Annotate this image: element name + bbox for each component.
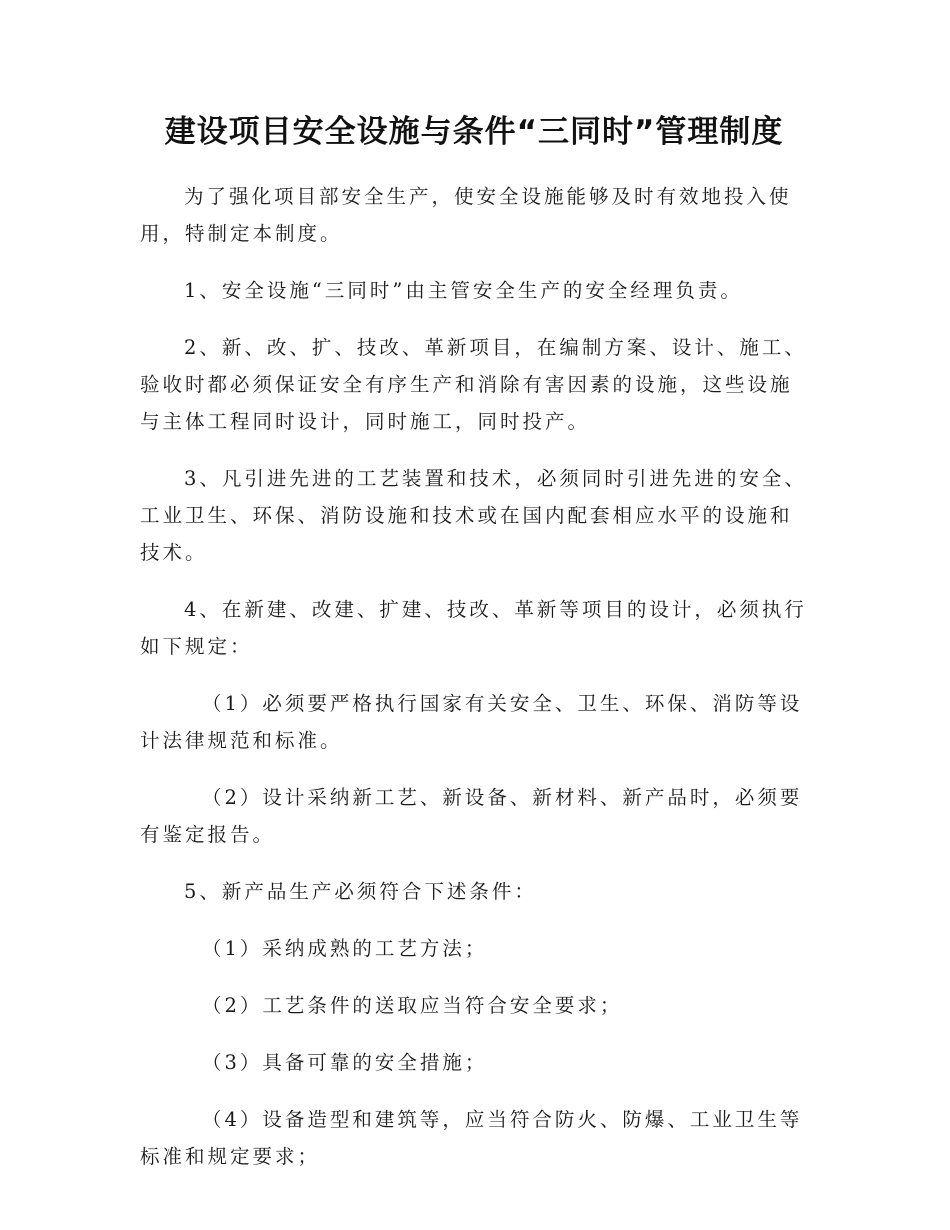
clause-5: 5、新产品生产必须符合下述条件： <box>184 880 537 903</box>
clause-4-item-2: （2）设计采纳新工艺、新设备、新材料、新产品时，必须要有鉴定报告。 <box>140 786 803 846</box>
clause-1: 1、安全设施“三同时”由主管安全生产的安全经理负责。 <box>184 279 743 302</box>
clause-4: 4、在新建、改建、扩建、技改、革新等项目的设计，必须执行如下规定： <box>140 598 807 658</box>
clause-2: 2、新、改、扩、技改、革新项目，在编制方案、设计、施工、验收时都必须保证安全有序生产和消除有害因素的设施，这些设施与主体工程同时设计，同时施工，同时投产。 <box>140 336 807 433</box>
clause-5-item-4: （4）设备造型和建筑等，应当符合防火、防爆、工业卫生等标准和规定要求； <box>140 1108 803 1168</box>
document-page <box>140 108 808 1195</box>
clause-5-item-2: （2）工艺条件的送取应当符合安全要求； <box>202 994 623 1017</box>
intro-paragraph: 为了强化项目部安全生产，使安全设施能够及时有效地投入使用，特制定本制度。 <box>140 185 792 245</box>
clause-3: 3、凡引进先进的工艺装置和技术，必须同时引进先进的安全、工业卫生、环保、消防设施和技术或在国内配套相应水平的设施和技术。 <box>140 467 807 564</box>
clause-4-item-1: （1）必须要严格执行国家有关安全、卫生、环保、消防等设计法律规范和标准。 <box>140 692 803 752</box>
clause-5-item-1: （1）采纳成熟的工艺方法； <box>202 937 488 960</box>
clause-5-item-3: （3）具备可靠的安全措施； <box>202 1051 488 1074</box>
document-title: 建设项目安全设施与条件“三同时”管理制度 <box>164 114 784 150</box>
